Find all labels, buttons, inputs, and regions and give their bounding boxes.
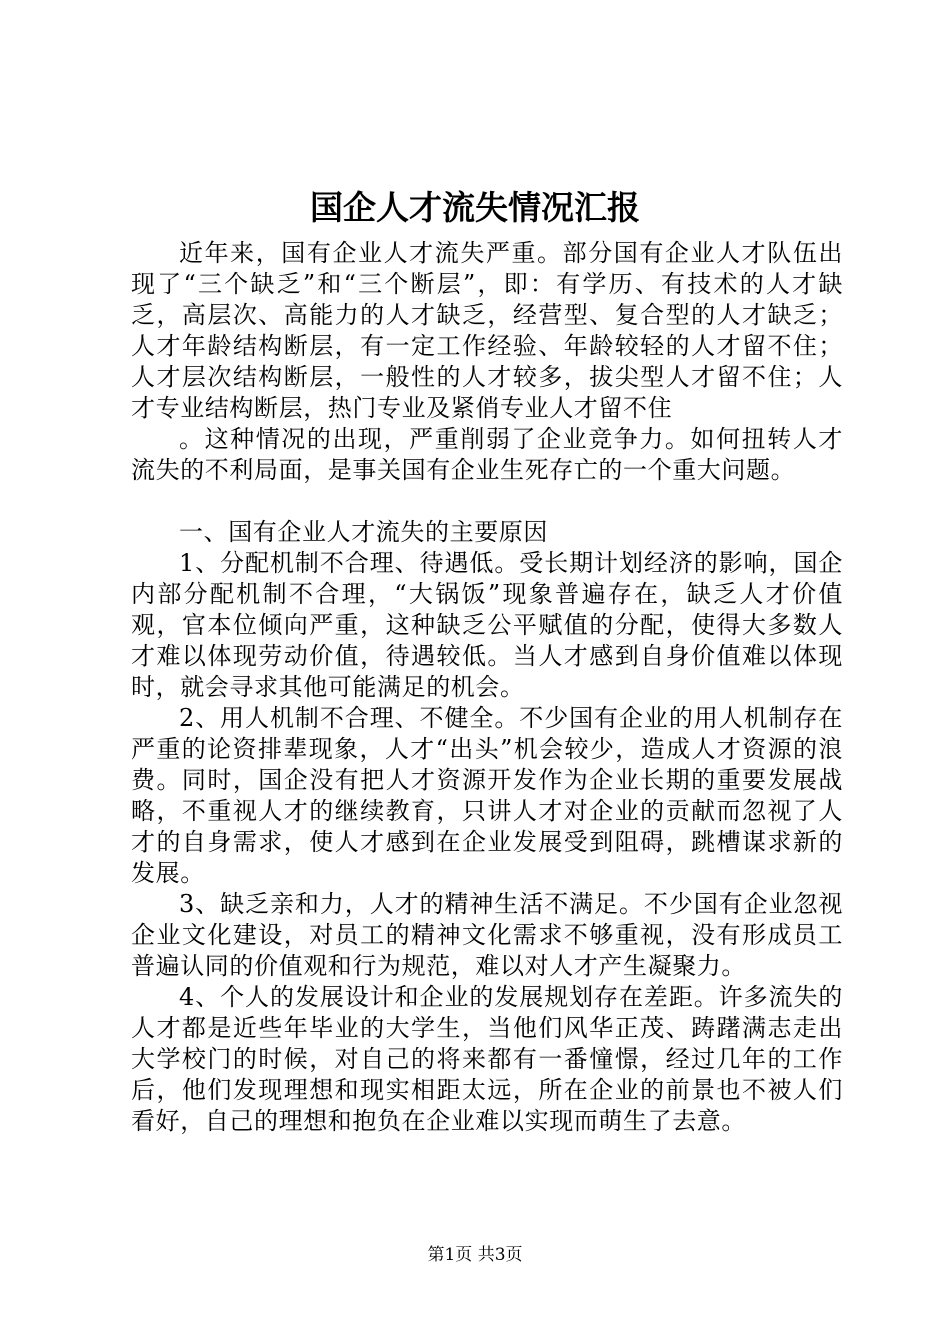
reason-paragraph-4: 4、个人的发展设计和企业的发展规划存在差距。许多流失的人才都是近些年毕业的大学生，当他们风华正茂、踌躇满志走出大学校门的时候，对自己的将来都有一番憧憬，经过几年的工作后，他们发现理想和现实相距太远，所在企业的前景也不被人们看好，自己的理想和抱负在企业难以实现而萌生了去意。 xyxy=(131,983,843,1135)
intro-paragraph: 近年来，国有企业人才流失严重。部分国有企业人才队伍出现了“三个缺乏”和“三个断层”，即：有学历、有技术的人才缺乏，高层次、高能力的人才缺乏，经营型、复合型的人才缺乏；人才年龄结构断层，有一定工作经验、年龄较轻的人才留不住；人才层次结构断层，一般性的人才较多，拔尖型人才留不住；人才专业结构断层，热门专业及紧俏专业人才留不住 xyxy=(131,239,843,422)
paragraph-spacer xyxy=(131,486,843,517)
section-heading: 一、国有企业人才流失的主要原因 xyxy=(179,518,548,546)
document-body xyxy=(131,238,843,1137)
page-footer: 第1页 共3页 xyxy=(427,1245,523,1265)
reason-paragraph-1: 1、分配机制不合理、待遇低。受长期计划经济的影响，国企内部分配机制不合理，“大锅饭”现象普遍存在，缺乏人才价值观，官本位倾向严重，这种缺乏公平赋值的分配，使得大多数人才难以体现劳动价值，待遇较低。当人才感到自身价值难以体现时，就会寻求其他可能满足的机会。 xyxy=(131,549,843,701)
intro-paragraph-continued: 。这种情况的出现，严重削弱了企业竞争力。如何扭转人才流失的不利局面，是事关国有企业生死存亡的一个重大问题。 xyxy=(131,425,843,484)
reason-paragraph-3: 3、缺乏亲和力，人才的精神生活不满足。不少国有企业忽视企业文化建设，对员工的精神文化需求不够重视，没有形成员工普遍认同的价值观和行为规范，难以对人才产生凝聚力。 xyxy=(131,890,843,980)
reason-paragraph-2: 2、用人机制不合理、不健全。不少国有企业的用人机制存在严重的论资排辈现象，人才“出头”机会较少，造成人才资源的浪费。同时，国企没有把人才资源开发作为企业长期的重要发展战略，不重视人才的继续教育，只讲人才对企业的贡献而忽视了人才的自身需求，使人才感到在企业发展受到阻碍，跳槽谋求新的发展。 xyxy=(131,704,843,887)
document-title: 国企人才流失情况汇报 xyxy=(310,188,640,227)
